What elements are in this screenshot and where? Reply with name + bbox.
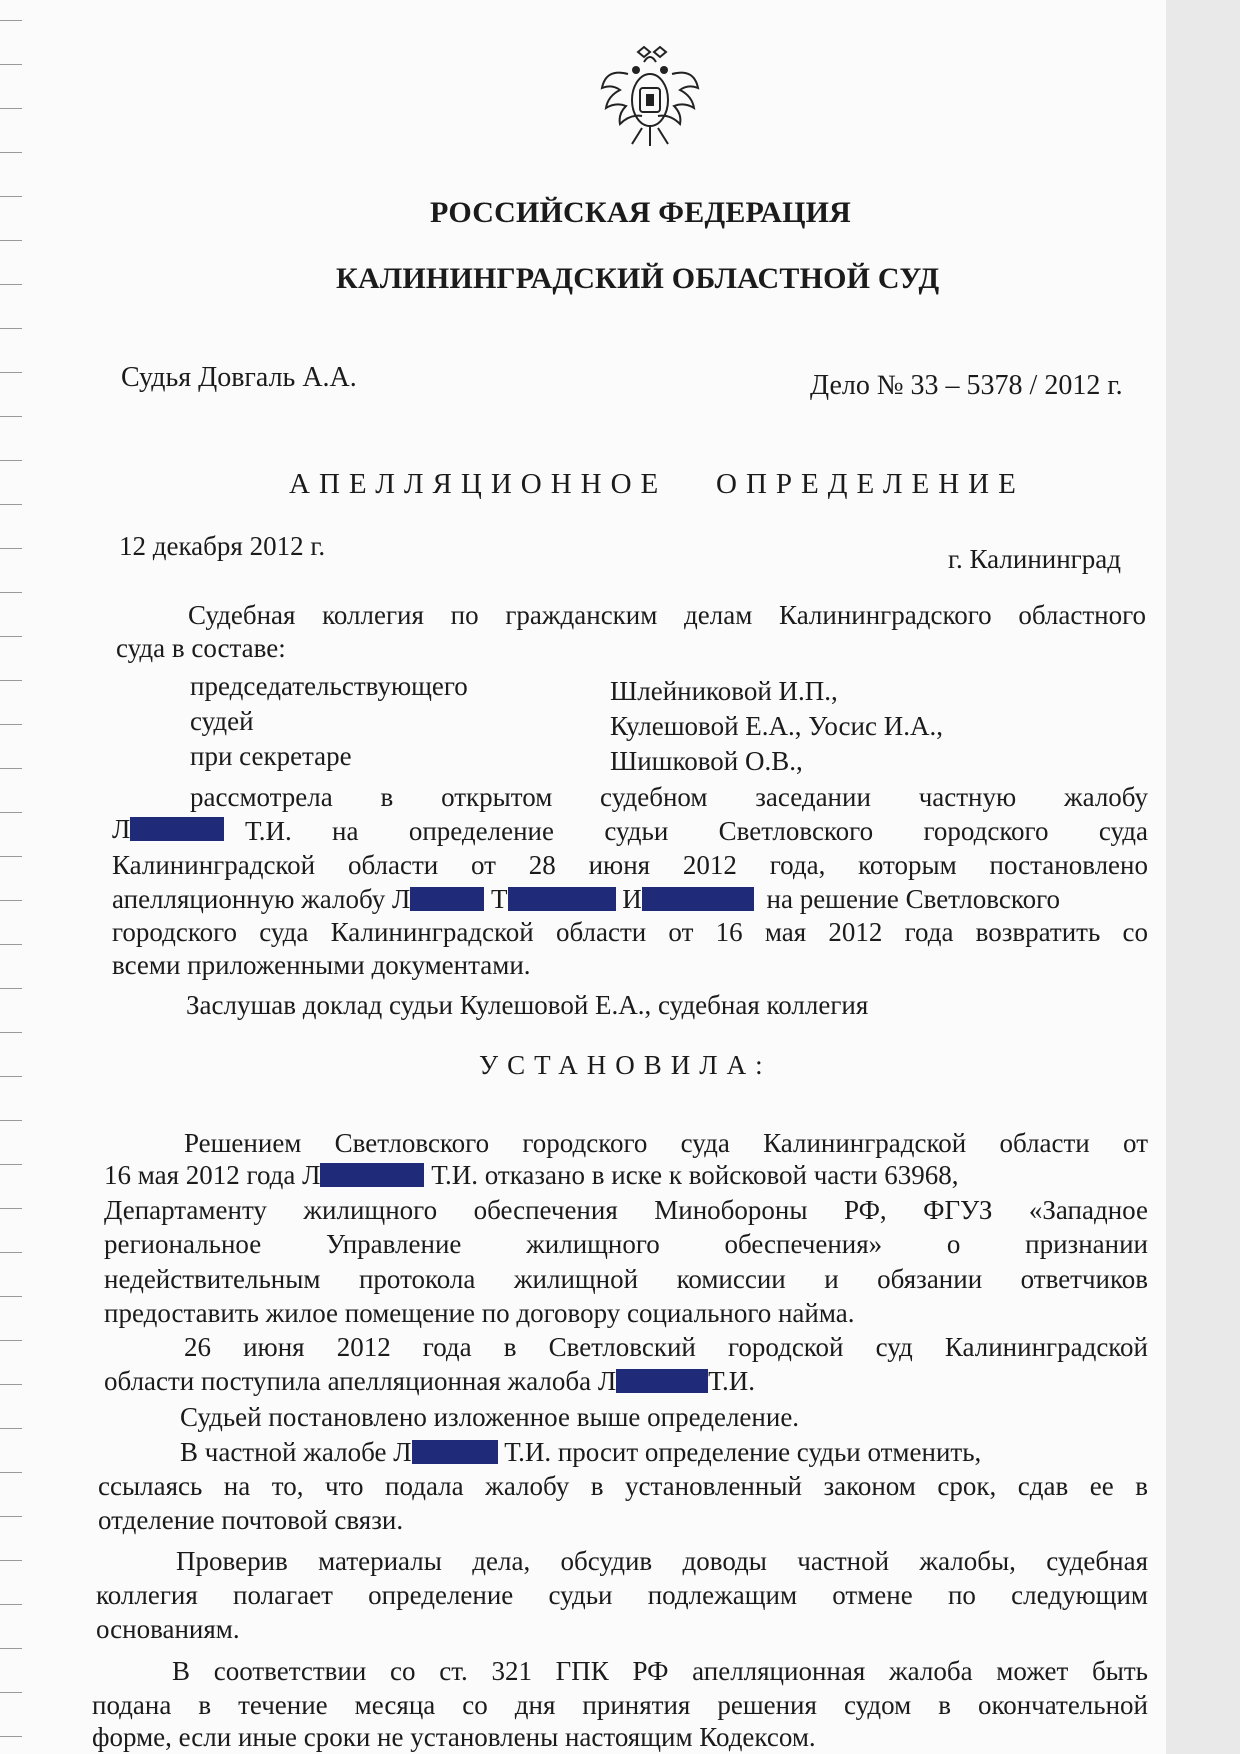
margin-tick [0, 592, 22, 593]
margin-tick [0, 152, 22, 153]
judge-line: Судья Довгаль А.А. [121, 362, 357, 393]
margin-tick [0, 1736, 22, 1737]
margin-tick [0, 812, 22, 813]
coat-of-arms-icon [598, 44, 702, 154]
margin-tick [0, 1296, 22, 1297]
document-title: АПЕЛЛЯЦИОННОЕ ОПРЕДЕЛЕНИЕ [289, 468, 1025, 500]
margin-tick [0, 724, 22, 725]
panel-role-secretary: при секретаре [190, 741, 352, 771]
margin-tick [0, 1428, 22, 1429]
margin-tick [0, 284, 22, 285]
panel-name-judges: Кулешовой Е.А., Уосис И.А., [610, 711, 943, 741]
margin-tick [0, 1692, 22, 1693]
margin-tick [0, 680, 22, 681]
margin-tick [0, 328, 22, 329]
margin-tick [0, 460, 22, 461]
margin-tick [0, 988, 22, 989]
body-p6-line-1: В соответствии со ст. 321 ГПК РФ апелляционная жалоба может быть [172, 1656, 1148, 1686]
margin-tick [0, 768, 22, 769]
para1-line-2-start [112, 814, 224, 845]
para1-line-3: Калининградской области от 28 июня 2012 года, которым постановлено [112, 850, 1148, 880]
para1-line-2-rest: на определение судьи Светловского городского суда [332, 816, 1148, 846]
redaction-block [642, 887, 754, 911]
body-p1-line-4: региональное Управление жилищного обеспечения» о признании [104, 1229, 1148, 1259]
panel-role-chair: председательствующего [190, 671, 468, 701]
margin-tick [0, 108, 22, 109]
body-p4-line-2: ссылаясь на то, что подала жалобу в установленный законом срок, сдав ее в [98, 1471, 1148, 1501]
redaction-block [320, 1163, 424, 1187]
para1-line-2-initials: Т.И. [245, 816, 292, 846]
para1-line-4 [112, 884, 1060, 915]
body-p6-line-3: форме, если иные сроки не установлены настоящим Кодексом. [92, 1722, 816, 1752]
margin-tick [0, 1560, 22, 1561]
margin-tick [0, 1384, 22, 1385]
margin-tick [0, 240, 22, 241]
heard-line: Заслушав доклад судьи Кулешовой Е.А., судебная коллегия [186, 990, 869, 1020]
panel-name-chair: Шлейниковой И.П., [610, 676, 838, 706]
panel-role-judges: судей [190, 706, 254, 736]
margin-tick [0, 1340, 22, 1341]
body-p2-line-1: 26 июня 2012 года в Светловский городской суд Калининградской [184, 1332, 1148, 1362]
body-p1-line-5: недействительным протокола жилищной комиссии и обязании ответчиков [104, 1264, 1148, 1294]
text-fragment: на решение Светловского [766, 884, 1060, 914]
body-p1-line-1: Решением Светловского городского суда Калининградской области от [184, 1128, 1148, 1158]
margin-tick [0, 64, 22, 65]
margin-tick [0, 20, 22, 21]
body-p4-line-1 [180, 1437, 981, 1468]
text-fragment: области поступила апелляционная жалоба Л [104, 1366, 617, 1396]
margin-tick [0, 1252, 22, 1253]
case-number: Дело № 33 – 5378 / 2012 г. [810, 370, 1123, 401]
margin-tick [0, 1120, 22, 1121]
body-p1-line-6: предоставить жилое помещение по договору социального найма. [104, 1298, 855, 1328]
margin-tick [0, 548, 22, 549]
text-fragment: И [622, 884, 642, 914]
body-p1-line-2 [104, 1160, 959, 1191]
text-fragment: 16 мая 2012 года Л [104, 1160, 321, 1190]
body-p5-line-2: коллегия полагает определение судьи подлежащим отмене по следующим [96, 1580, 1148, 1610]
para1-line-6: всеми приложенными документами. [112, 950, 531, 980]
body-p2-line-2 [104, 1366, 755, 1397]
binding-marks [0, 0, 30, 1754]
text-fragment: Т.И. просит определение судьи отменить, [504, 1437, 982, 1467]
text-fragment: В частной жалобе Л [180, 1437, 412, 1467]
margin-tick [0, 372, 22, 373]
margin-tick [0, 944, 22, 945]
panel-name-secretary: Шишковой О.В., [610, 746, 803, 776]
margin-tick [0, 1604, 22, 1605]
margin-tick [0, 856, 22, 857]
document-city: г. Калининград [948, 544, 1121, 574]
margin-tick [0, 636, 22, 637]
redaction-block [410, 887, 484, 911]
text-fragment: Л [112, 814, 131, 844]
established-heading: УСТАНОВИЛА: [479, 1050, 772, 1080]
margin-tick [0, 1516, 22, 1517]
para1-line-1: рассмотрела в открытом судебном заседании частную жалобу [190, 782, 1148, 812]
body-p3: Судьей постановлено изложенное выше определение. [180, 1402, 800, 1432]
text-fragment: апелляционную жалобу Л [112, 884, 411, 914]
margin-tick [0, 1472, 22, 1473]
text-fragment: Т [491, 884, 508, 914]
body-p1-line-3: Департаменту жилищного обеспечения Минобороны РФ, ФГУЗ «Западное [104, 1195, 1148, 1225]
body-p4-line-3: отделение почтовой связи. [98, 1505, 404, 1535]
margin-tick [0, 504, 22, 505]
intro-line-2: суда в составе: [116, 633, 286, 663]
redaction-block [508, 887, 616, 911]
document-date: 12 декабря 2012 г. [119, 531, 326, 561]
margin-tick [0, 1032, 22, 1033]
margin-tick [0, 1648, 22, 1649]
margin-tick [0, 900, 22, 901]
scan-edge-shadow [1166, 0, 1240, 1754]
margin-tick [0, 1076, 22, 1077]
intro-line-1: Судебная коллегия по гражданским делам Калининградского областного [188, 600, 1146, 630]
redaction-block [412, 1440, 498, 1464]
text-fragment: Т.И. отказано в иске к войсковой части 63968, [431, 1160, 959, 1190]
text-fragment: Т.И. [708, 1366, 755, 1396]
redaction-block [130, 817, 224, 841]
body-p6-line-2: подана в течение месяца со дня принятия решения судом в окончательной [92, 1690, 1148, 1720]
body-p5-line-1: Проверив материалы дела, обсудив доводы частной жалобы, судебная [176, 1546, 1148, 1576]
redaction-block [616, 1369, 708, 1393]
country-heading: РОССИЙСКАЯ ФЕДЕРАЦИЯ [430, 196, 852, 229]
margin-tick [0, 1208, 22, 1209]
margin-tick [0, 416, 22, 417]
margin-tick [0, 196, 22, 197]
body-p5-line-3: основаниям. [96, 1614, 240, 1644]
margin-tick [0, 1164, 22, 1165]
para1-line-5: городского суда Калининградской области от 16 мая 2012 года возвратить со [112, 917, 1148, 947]
court-heading: КАЛИНИНГРАДСКИЙ ОБЛАСТНОЙ СУД [336, 262, 940, 295]
